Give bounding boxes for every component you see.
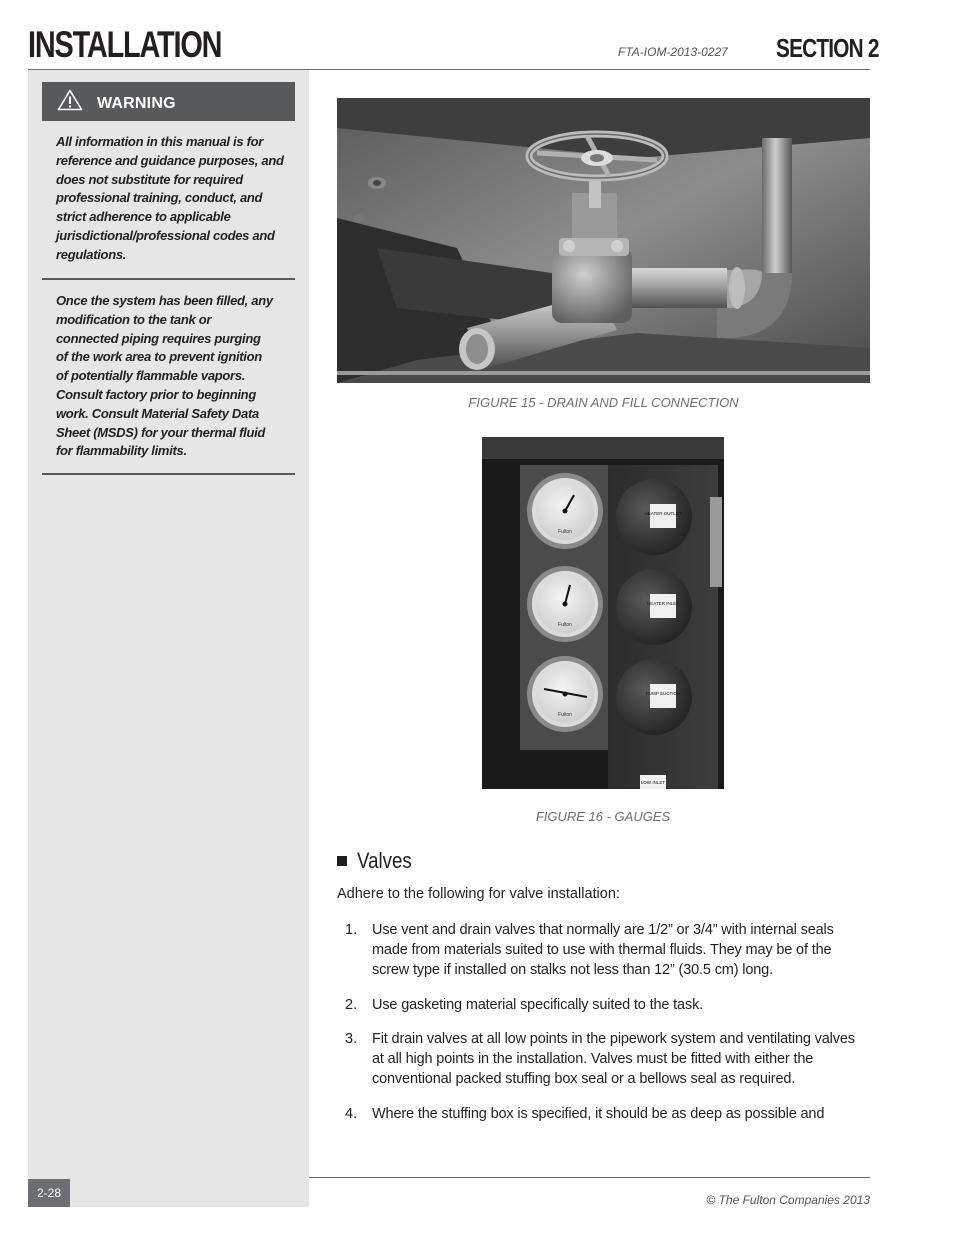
label-heater-outlet: HEATER OUTLET [644, 511, 682, 516]
page-title: INSTALLATION [28, 24, 222, 65]
copyright-notice: © The Fulton Companies 2013 [706, 1193, 870, 1207]
label-low-inlet: LOW INLET [640, 780, 666, 785]
label-pump-suction: PUMP SUCTION [645, 691, 681, 696]
gauge-brand: Fulton [558, 622, 572, 628]
footer-divider [309, 1177, 870, 1178]
gauges-photo [482, 437, 724, 789]
section-label: SECTION 2 [776, 33, 879, 63]
warning-label: WARNING [97, 95, 176, 112]
sidebar-divider [42, 278, 295, 280]
list-number: 1. [345, 922, 358, 938]
warning-text-reference: All information in this manual is for reference and guidance purposes, and does not substitute for required professional training, conduct, and strict adherence to applicable jurisdictional/professional codes and regulations. [56, 134, 284, 262]
gauge-brand: Fulton [558, 712, 572, 718]
warning-triangle-icon [57, 89, 83, 111]
figure-15-caption: FIGURE 15 - DRAIN AND FILL CONNECTION [468, 395, 739, 410]
valves-heading-text: Valves [357, 848, 412, 873]
list-text: Use vent and drain valves that normally are 1/2” or 3/4” with internal seals made from materials suited to use with thermal fluids. They may be of the screw type if installed on stalks not less than 12” (30.5 cm) long. [372, 922, 834, 978]
sidebar-divider [42, 473, 295, 475]
list-text: Where the stuffing box is specified, it should be as deep as possible and [372, 1106, 825, 1122]
list-number: 2. [345, 997, 358, 1013]
list-text: Use gasketing material specifically suited to the task. [372, 997, 704, 1013]
warning-text-flammable: Once the system has been filled, any modification to the tank or connected piping requires purging of the work area to prevent ignition of potentially flammable vapors. Consult factory prior to beginning work. Consult Material Safety Data Sheet (MSDS) for your thermal fluid for flammability limits. [56, 293, 273, 459]
warning-banner [42, 82, 295, 121]
label-heater-inlet: HEATER INLET [647, 601, 679, 606]
list-number: 3. [345, 1031, 358, 1047]
square-bullet-icon [337, 856, 347, 866]
figure-16-caption: FIGURE 16 - GAUGES [535, 809, 671, 824]
list-number: 4. [345, 1106, 358, 1122]
document-id: FTA-IOM-2013-0227 [618, 45, 728, 59]
list-text: Fit drain valves at all low points in the pipework system and ventilating valves at all high points in the installation. Valves must be fitted with either the conventional packed stuffing box seal or a bellows seal as required. [372, 1031, 855, 1087]
valves-intro: Adhere to the following for valve installation: [337, 886, 620, 902]
page-number: 2-28 [28, 1179, 70, 1207]
drain-fill-valve-photo [337, 98, 870, 383]
gauge-brand: Fulton [558, 529, 572, 535]
valves-heading [337, 848, 421, 874]
